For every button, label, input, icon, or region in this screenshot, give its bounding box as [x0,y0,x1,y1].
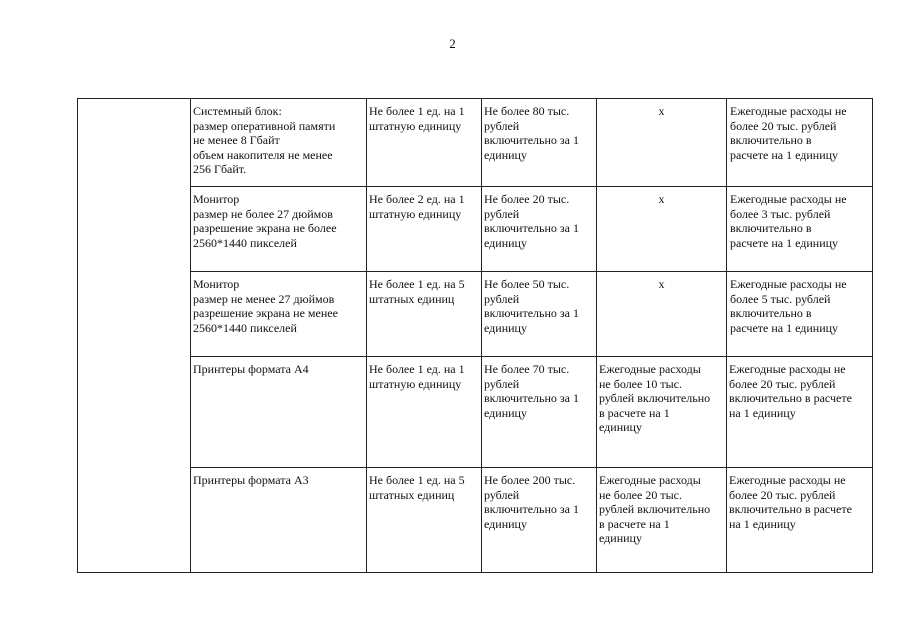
annual-cost-cell [727,272,873,357]
quantity-text: штатных единиц [369,291,455,306]
quantity-text: Не более 1 ед. на 5 [369,277,465,291]
item-cell [191,272,367,357]
quantity-cell [367,468,482,573]
annual-cost-cell [727,99,873,187]
maintenance-text: в расчете на 1 [599,516,670,531]
quantity-cell [367,357,482,468]
item-text: объем накопителя не менее [193,147,333,162]
annual-text: расчете на 1 единицу [730,147,839,162]
annual-text: расчете на 1 единицу [730,320,839,335]
maintenance-text: Ежегодные расходы [599,362,701,376]
annual-text: включительно в [730,133,812,148]
not-applicable-mark: x [658,192,665,206]
maintenance-text: единицу [599,531,642,546]
price-text: рублей [484,291,520,306]
maintenance-text: единицу [599,420,642,435]
item-text: размер оперативной памяти [193,118,336,133]
maintenance-text: рублей включительно [599,391,711,406]
not-applicable-mark: x [658,104,665,118]
price-text: рублей [484,376,520,391]
price-cell [482,272,597,357]
maintenance-cell [597,272,727,357]
annual-text: на 1 единицу [729,516,796,531]
price-cell [482,468,597,573]
item-text: 2560*1440 пикселей [193,320,297,335]
annual-text: включительно в [730,306,812,321]
price-text: Не более 50 тыс. [484,277,570,291]
price-text: единицу [484,405,527,420]
price-text: включительно за 1 [484,502,579,517]
page-number: 2 [449,36,456,51]
annual-text: Ежегодные расходы не [730,192,847,206]
price-text: Не более 200 тыс. [484,473,576,487]
quantity-text: штатную единицу [369,376,462,391]
price-cell [482,187,597,272]
annual-text: включительно в расчете [729,391,852,406]
quantity-text: штатную единицу [369,118,462,133]
item-text: разрешение экрана не менее [193,306,338,321]
item-text: Системный блок: [193,104,282,118]
annual-cost-cell [727,357,873,468]
annual-text: Ежегодные расходы не [730,277,847,291]
quantity-cell [367,187,482,272]
table-row [78,272,873,357]
price-text: включительно за 1 [484,391,579,406]
item-text: размер не менее 27 дюймов [193,291,335,306]
maintenance-text: не более 10 тыс. [599,376,682,391]
price-text: Не более 20 тыс. [484,192,570,206]
price-text: Не более 80 тыс. [484,104,570,118]
table-row [78,468,873,573]
quantity-text: Не более 1 ед. на 1 [369,104,465,118]
annual-text: более 20 тыс. рублей [729,487,836,502]
annual-text: более 20 тыс. рублей [730,118,837,133]
item-text: Монитор [193,192,240,206]
price-text: включительно за 1 [484,306,579,321]
annual-text: Ежегодные расходы не [729,473,846,487]
price-text: Не более 70 тыс. [484,362,570,376]
maintenance-text: Ежегодные расходы [599,473,701,487]
maintenance-cell [597,468,727,573]
annual-text: более 3 тыс. рублей [730,206,831,221]
annual-text: Ежегодные расходы не [730,104,847,118]
table-row [78,99,873,187]
item-text: Монитор [193,277,240,291]
item-text: не менее 8 Гбайт [193,133,280,148]
price-text: единицу [484,320,527,335]
item-text: Принтеры формата А4 [193,362,309,376]
maintenance-text: не более 20 тыс. [599,487,682,502]
price-text: включительно за 1 [484,221,579,236]
category-cell [78,99,191,573]
item-text: разрешение экрана не более [193,221,337,236]
quantity-text: штатную единицу [369,206,462,221]
item-cell [191,187,367,272]
quantity-cell [367,272,482,357]
price-text: единицу [484,516,527,531]
item-cell [191,99,367,187]
equipment-norms-table [77,98,873,573]
price-text: единицу [484,235,527,250]
item-cell [191,468,367,573]
price-text: рублей [484,487,520,502]
maintenance-cell [597,187,727,272]
price-text: рублей [484,206,520,221]
price-text: единицу [484,147,527,162]
quantity-text: Не более 1 ед. на 5 [369,473,465,487]
annual-text: Ежегодные расходы не [729,362,846,376]
annual-text: включительно в [730,221,812,236]
maintenance-cell [597,357,727,468]
maintenance-text: в расчете на 1 [599,405,670,420]
quantity-text: Не более 2 ед. на 1 [369,192,465,206]
annual-cost-cell [727,468,873,573]
item-text: Принтеры формата А3 [193,473,309,487]
item-cell [191,357,367,468]
table-row [78,357,873,468]
item-text: 2560*1440 пикселей [193,235,297,250]
annual-text: более 20 тыс. рублей [729,376,836,391]
price-cell [482,357,597,468]
quantity-text: Не более 1 ед. на 1 [369,362,465,376]
annual-text: включительно в расчете [729,502,852,517]
annual-text: расчете на 1 единицу [730,235,839,250]
price-text: включительно за 1 [484,133,579,148]
item-text: размер не более 27 дюймов [193,206,333,221]
table-row [78,187,873,272]
not-applicable-mark: x [658,277,665,291]
quantity-text: штатных единиц [369,487,455,502]
item-text: 256 Гбайт. [193,162,247,177]
maintenance-text: рублей включительно [599,502,711,517]
price-cell [482,99,597,187]
quantity-cell [367,99,482,187]
annual-text: на 1 единицу [729,405,796,420]
price-text: рублей [484,118,520,133]
annual-text: более 5 тыс. рублей [730,291,831,306]
annual-cost-cell [727,187,873,272]
maintenance-cell [597,99,727,187]
